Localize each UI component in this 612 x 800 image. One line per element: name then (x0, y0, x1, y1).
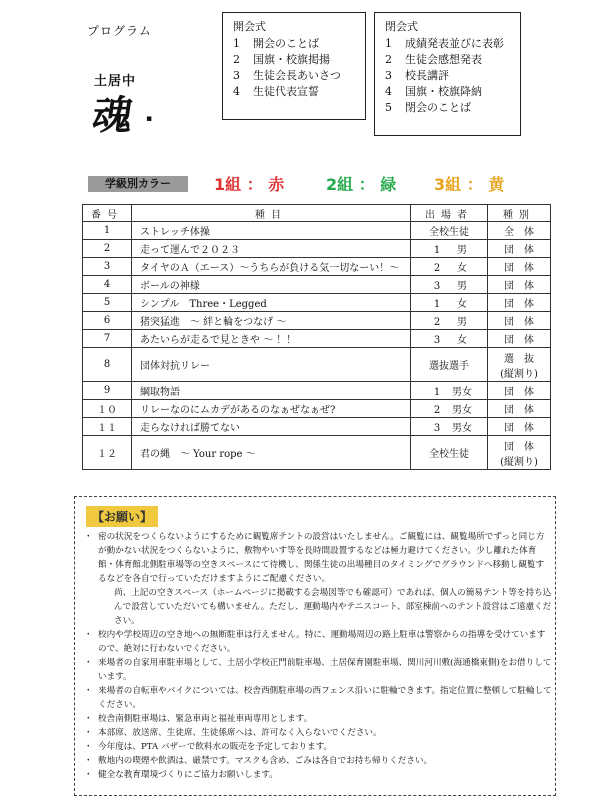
notice-item: 尚、上記の空きスペース（ホームページに掲載する会場図等でも確認可）であれば、個人の簡易テント等を持ち込んで設営していただいても構いません。ただし、運動場内やテニスコート、部室棟前へのテント設営はご遠慮ください。 (114, 588, 552, 626)
row-kind-label: 選 抜 (504, 353, 534, 365)
row-event: 君の縄 ～ Your rope ～ (132, 436, 411, 470)
notice-item: ・ 校内や学校周辺の空き地への無断駐車は行えません。特に、運動場周辺の路上駐車は警察からの指導を受けていますので、絶対に行わないでください。 (84, 628, 552, 656)
row-event: リレーなのにムカデがあるのなぁぜなぁぜ? (132, 400, 411, 418)
opening-item-text: 開会のことば (253, 37, 319, 50)
row-grade: 2 (433, 317, 441, 328)
row-kind (488, 222, 551, 240)
row-kind (488, 436, 551, 470)
table-row (83, 276, 551, 294)
row-number: 8 (83, 348, 132, 382)
row-number: 7 (83, 330, 132, 348)
row-gender: 女 (457, 263, 468, 274)
row-gender: 男女 (452, 405, 473, 416)
closing-heading: 閉会式 (385, 20, 418, 33)
closing-item-text: 校長講評 (405, 69, 449, 82)
header-event: 種目 (132, 205, 411, 222)
header-kind: 種別 (488, 205, 551, 222)
table-row (83, 312, 551, 330)
closing-item-number: 2 (385, 53, 392, 66)
row-number: 5 (83, 294, 132, 312)
row-number: 3 (83, 258, 132, 276)
row-participants (411, 258, 488, 276)
row-participants (411, 276, 488, 294)
row-kind-label: 団 体 (504, 441, 534, 453)
row-kind-label: 団 体 (504, 423, 534, 434)
row-number: １０ (83, 400, 132, 418)
logo-seal-mark: ▪ (146, 114, 153, 124)
opening-item (233, 68, 355, 84)
opening-item-number: 2 (233, 53, 240, 66)
table-header-row (83, 205, 551, 222)
closing-item-number: 4 (385, 85, 392, 98)
closing-item-text: 国旗・校旗降納 (405, 85, 482, 98)
notice-heading: 【お願い】 (86, 506, 158, 527)
closing-item (385, 68, 510, 84)
closing-item (385, 52, 510, 68)
row-grade: 1 (433, 387, 441, 398)
row-gender: 男女 (452, 387, 473, 398)
row-grade: 3 (433, 335, 441, 346)
closing-item (385, 36, 510, 52)
closing-item (385, 84, 510, 100)
opening-item-text: 国旗・校旗掲揚 (253, 53, 330, 66)
row-gender: 男 (457, 245, 468, 256)
table-row (83, 400, 551, 418)
program-table (82, 204, 551, 470)
row-number: 6 (83, 312, 132, 330)
table-row (83, 348, 551, 382)
row-kind (488, 348, 551, 382)
row-kind (488, 330, 551, 348)
opening-item-number: 1 (233, 37, 240, 50)
row-participants (411, 240, 488, 258)
closing-list (385, 36, 510, 116)
row-kind (488, 258, 551, 276)
row-event: シンプル Three・Legged (132, 294, 411, 312)
row-kind (488, 418, 551, 436)
school-logo-small-text: 土居中 (94, 74, 137, 89)
notice-item: ・ 校舎南側駐車場は、緊急車両と福祉車両専用とします。 (84, 712, 552, 726)
row-gender: 男 (457, 317, 468, 328)
closing-item-text: 成績発表並びに表彰 (405, 37, 504, 50)
row-event: 団体対抗リレー (132, 348, 411, 382)
row-event: 綱取物語 (132, 382, 411, 400)
table-row (83, 436, 551, 470)
closing-item-number: 5 (385, 101, 392, 114)
closing-item (385, 100, 510, 116)
row-kind-label: 団 体 (504, 317, 534, 328)
row-number: 4 (83, 276, 132, 294)
class2-color: 2組 ： 緑 (326, 175, 397, 194)
row-grade: 2 (433, 263, 441, 274)
row-kind (488, 400, 551, 418)
table-row (83, 330, 551, 348)
opening-item (233, 52, 355, 68)
row-kind-label: 団 体 (504, 245, 534, 256)
row-number: 1 (83, 222, 132, 240)
table-row (83, 294, 551, 312)
opening-item (233, 36, 355, 52)
row-participants: 選抜選手 (411, 348, 488, 382)
closing-ceremony-box (374, 12, 521, 136)
row-kind (488, 294, 551, 312)
row-number: １２ (83, 436, 132, 470)
row-gender: 女 (457, 335, 468, 346)
table-row (83, 222, 551, 240)
notice-item: ・ 本部席、放送席、生徒席、生徒係席へは、許可なく入らないでください。 (84, 726, 552, 740)
row-grade: 1 (433, 299, 441, 310)
row-participants: 全校生徒 (411, 222, 488, 240)
opening-item-number: 4 (233, 85, 240, 98)
opening-item-number: 3 (233, 69, 240, 82)
school-logo-brush-character: 魂 (89, 92, 136, 139)
notice-list (84, 530, 552, 782)
row-kind (488, 240, 551, 258)
class1-color: 1組 ： 赤 (214, 175, 285, 194)
row-kind-label: 団 体 (504, 299, 534, 310)
notice-item: ・ 密の状況をつくらないようにするために観覧席テントの設営はいたしません。ご観覧には、観覧場所でずっと同じ方が動かない状況をつくらないように、敷物やいす等を長時間設置するなどは極力避けてください。少し離れた体育館・体育館北側駐車場等の空きスペースにて待機し、関係生徒の出場種目のタイミングでグラウンドへ移動し観覧するなどを各自で行っていただけますようにご配慮ください。 (84, 530, 552, 586)
row-gender: 男 (457, 281, 468, 292)
row-grade: 1 (433, 245, 441, 256)
opening-item-text: 生徒代表宣誓 (253, 85, 319, 98)
opening-ceremony-box (222, 12, 366, 120)
row-kind-label: 団 体 (504, 263, 534, 274)
row-number: １１ (83, 418, 132, 436)
notice-item: ・ 来場者の自家用車駐車場として、土居小学校正門前駐車場、土居保育園駐車場、関川河川敷(海通橋東側)をお借りしています。 (84, 656, 552, 684)
program-title: プログラム (87, 24, 152, 38)
notice-item: ・ 敷地内の喫煙や飲酒は、厳禁です。マスクも含め、ごみは各自でお持ち帰りください。 (84, 754, 552, 768)
closing-item-text: 生徒会感想発表 (405, 53, 482, 66)
row-participants (411, 294, 488, 312)
row-participants (411, 418, 488, 436)
closing-item-text: 閉会のことば (405, 101, 471, 114)
row-kind-sub: (縦割り) (500, 368, 538, 380)
opening-item (233, 84, 355, 100)
closing-item-number: 1 (385, 37, 392, 50)
row-participants (411, 330, 488, 348)
row-kind-label: 全 体 (504, 227, 534, 238)
opening-item-text: 生徒会長あいさつ (253, 69, 341, 82)
notice-item: ・ 来場者の自転車やバイクについては、校舎西側駐車場の西フェンス沿いに駐輪できます。指定位置に整頓して駐輪してください。 (84, 684, 552, 712)
row-event: 走らなければ勝てない (132, 418, 411, 436)
row-grade: 3 (433, 423, 441, 434)
class3-color: 3組 ： 黄 (434, 175, 505, 194)
row-kind-sub: (縦割り) (500, 456, 538, 468)
row-event: タイヤのＡ（エース）～うちらが負ける気一切なーい！～ (132, 258, 411, 276)
opening-list (233, 36, 355, 100)
row-event: 走って運んで２０２３ (132, 240, 411, 258)
header-participants: 出場者 (411, 205, 488, 222)
row-participants (411, 312, 488, 330)
table-row (83, 382, 551, 400)
opening-heading: 開会式 (233, 20, 266, 33)
class-color-label: 学級別カラー (88, 176, 188, 192)
row-grade: 3 (433, 281, 441, 292)
row-kind-label: 団 体 (504, 387, 534, 398)
notice-item: ・ 今年度は、PTA バザーで飲料水の販売を予定しております。 (84, 740, 552, 754)
row-event: あたいらが走るで見ときや ～ ！！ (132, 330, 411, 348)
row-kind-label: 団 体 (504, 335, 534, 346)
notice-item: ・ 健全な教育環境づくりにご協力お願いします。 (84, 768, 552, 782)
row-kind-label: 団 体 (504, 405, 534, 416)
row-gender: 男女 (452, 423, 473, 434)
row-event: 猪突猛進 ～ 絆と輪をつなげ ～ (132, 312, 411, 330)
row-kind-label: 団 体 (504, 281, 534, 292)
row-number: 2 (83, 240, 132, 258)
row-gender: 女 (457, 299, 468, 310)
row-event: ボールの神様 (132, 276, 411, 294)
table-row (83, 240, 551, 258)
header-number: 番号 (83, 205, 132, 222)
row-kind (488, 312, 551, 330)
row-number: 9 (83, 382, 132, 400)
row-kind (488, 276, 551, 294)
row-grade: 2 (433, 405, 441, 416)
table-row (83, 418, 551, 436)
row-participants: 全校生徒 (411, 436, 488, 470)
row-event: ストレッチ体操 (132, 222, 411, 240)
closing-item-number: 3 (385, 69, 392, 82)
row-participants (411, 400, 488, 418)
row-kind (488, 382, 551, 400)
table-row (83, 258, 551, 276)
row-participants (411, 382, 488, 400)
